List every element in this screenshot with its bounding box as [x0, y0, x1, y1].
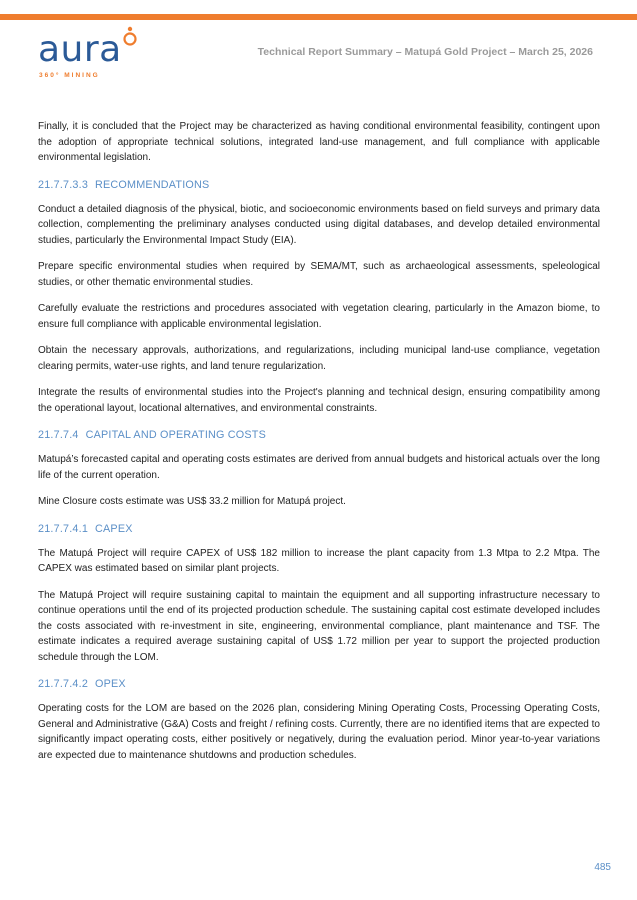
paragraph: Prepare specific environmental studies when required by SEMA/MT, such as archaeological assessments, speleological studies, or other thematic environmental studies.	[38, 261, 600, 288]
paragraph: Mine Closure costs estimate was US$ 33.2 million for Matupá project.	[38, 496, 346, 507]
section-number: 21.7.7.3.3	[38, 178, 89, 191]
section-title: OPEX	[95, 678, 126, 690]
paragraph: Integrate the results of environmental studies into the Project's planning and technical design, ensuring compatibility among the operational layout, locational alternatives, and environmental constraints.	[38, 387, 600, 414]
paragraph: Conduct a detailed diagnosis of the physical, biotic, and socioeconomic environments based on field surveys and primary data collection, complementing the preliminary analyses conducted using digital databases, and develop detailed environmental studies, particularly the Environmental Impact Study (EIA).	[38, 203, 600, 246]
paragraph: The Matupá Project will require sustaining capital to maintain the equipment and all supporting infrastructure necessary to continue operations until the end of its projected production schedule. The sustaining capital cost estimate developed includes the costs associated with re-investment in site, engineering, environmental compliance, plant maintenance and TSF. The estimate indicates a required average sustaining capital of US$ 1.72 million per year to support the projected production schedule through the LOM.	[38, 589, 600, 663]
section-heading-opex	[38, 676, 600, 692]
section-title: CAPITAL AND OPERATING COSTS	[85, 429, 267, 441]
section-number: 21.7.7.4.1	[38, 522, 89, 535]
logo-wordmark: aura	[38, 29, 122, 70]
logo-tagline: 360° MINING	[39, 72, 100, 79]
paragraph: The Matupá Project will require CAPEX of US$ 182 million to increase the plant capacity from 1.3 Mtpa to 2.2 Mtpa. The CAPEX was estimated based on similar plant projects.	[38, 547, 600, 574]
paragraph: Carefully evaluate the restrictions and procedures associated with vegetation clearing, particularly in the Amazon biome, to ensure full compliance with applicable environmental legislation.	[38, 303, 600, 330]
intro-paragraph: Finally, it is concluded that the Project may be characterized as having conditional environmental feasibility, contingent upon the adoption of appropriate technical solutions, integrated land-use management, and full compliance with applicable environmental legislation.	[38, 121, 600, 163]
section-heading-recommendations	[38, 177, 600, 193]
page-number: 485	[594, 862, 611, 873]
paragraph: Matupá’s forecasted capital and operating costs estimates are derived from annual budgets and historical actuals over the long life of the current operation.	[38, 454, 600, 481]
header-accent-bar	[0, 14, 637, 20]
section-title: RECOMMENDATIONS	[95, 178, 210, 191]
company-logo	[38, 28, 158, 84]
section-heading-capital-costs	[38, 427, 600, 443]
paragraph: Obtain the necessary approvals, authorizations, and regularizations, including municipal land-use compliance, vegetation clearing permits, water-use rights, and land tenure regularization.	[38, 345, 600, 372]
report-title: Technical Report Summary – Matupá Gold Project – March 25, 2026	[257, 46, 593, 58]
paragraph: Operating costs for the LOM are based on the 2026 plan, considering Mining Operating Costs, Processing Operating Costs, General and Administrative (G&A) Costs and freight / refining costs. Currently, there are no identified items that are expected to significantly impact operating costs, either positively or negatively, during the evaluation period. Minor year-to-year variations are expected due to maintenance shutdowns and production schedules.	[38, 703, 600, 761]
section-number: 21.7.7.4.2	[38, 678, 89, 690]
page-content	[38, 119, 600, 774]
section-number: 21.7.7.4	[38, 429, 79, 441]
section-title: CAPEX	[95, 522, 133, 535]
logo-ring-icon	[120, 25, 140, 47]
section-heading-capex	[38, 521, 600, 537]
